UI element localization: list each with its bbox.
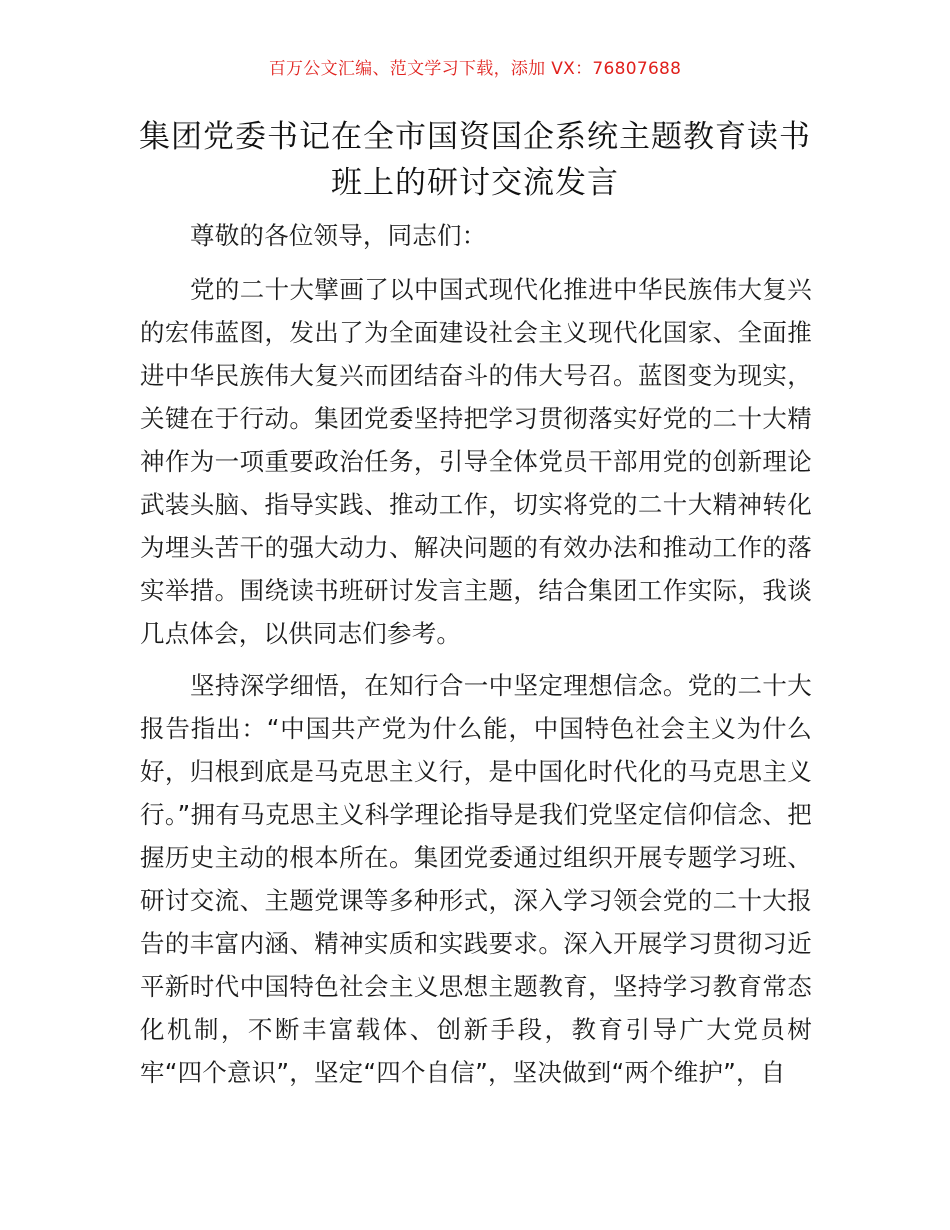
greeting-line: 尊敬的各位领导，同志们：: [190, 221, 487, 250]
header-promo-note: 百万公文汇编、范文学习下载，添加 VX：76807688: [268, 59, 682, 79]
paragraph-intro: 党的二十大擘画了以中国式现代化推进中华民族伟大复兴的宏伟蓝图，发出了为全面建设社会主义现代化国家、全面推进中华民族伟大复兴而团结奋斗的伟大号召。蓝图变为现实，关键在于行动。集团党委坚持把学习贯彻落实好党的二十大精神作为一项重要政治任务，引导全体党员干部用党的创新理论武装头脑、指导实践、推动工作，切实将党的二十大精神转化为埋头苦干的强大动力、解决问题的有效办法和推动工作的落实举措。围绕读书班研讨发言主题，结合集团工作实际，我谈几点体会，以供同志们参考。: [140, 275, 812, 648]
paragraph-section-one: 坚持深学细悟，在知行合一中坚定理想信念。党的二十大报告指出：“中国共产党为什么能，中国特色社会主义为什么好，归根到底是马克思主义行，是中国化时代化的马克思主义行。”拥有马克思主义科学理论指导是我们党坚定信仰信念、把握历史主动的根本所在。集团党委通过组织开展专题学习班、研讨交流、主题党课等多种形式，深入学习领会党的二十大报告的丰富内涵、精神实质和实践要求。深入开展学习贯彻习近平新时代中国特色社会主义思想主题教育，坚持学习教育常态化机制，不断丰富载体、创新手段，教育引导广大党员树牢“四个意识”，坚定“四个自信”，坚决做到“两个维护”，自: [140, 671, 812, 1087]
document-title: 集团党委书记在全市国资国企系统主题教育读书班上的研讨交流发言: [139, 119, 811, 201]
